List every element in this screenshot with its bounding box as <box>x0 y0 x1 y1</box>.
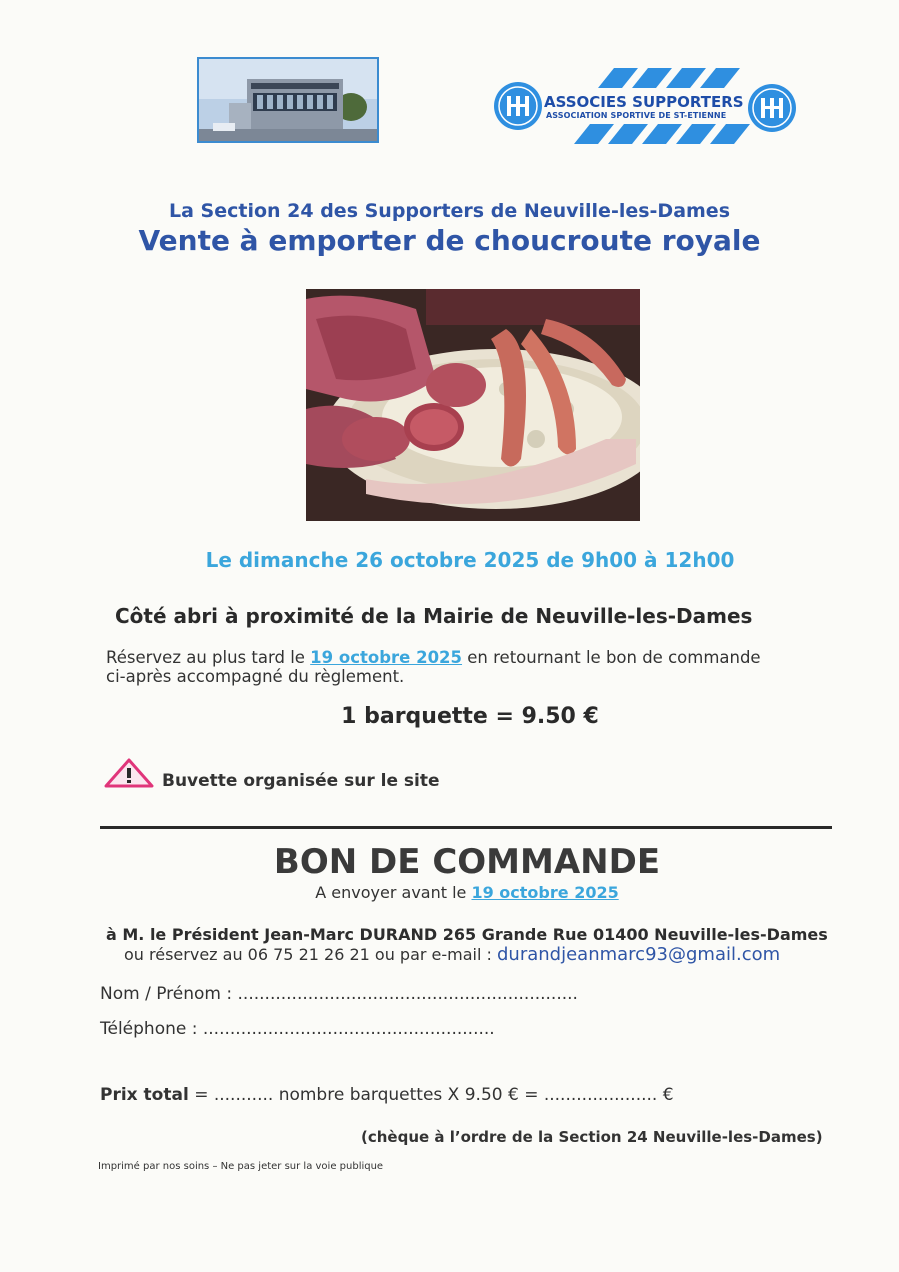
mailing-address: à M. le Président Jean-Marc DURAND 265 Grande Rue 01400 Neuville-les-Dames <box>106 925 828 944</box>
logo-subtitle: ASSOCIATION SPORTIVE DE ST-ETIENNE <box>546 111 727 120</box>
section-subtitle: La Section 24 des Supporters de Neuville-les-Dames <box>168 200 731 222</box>
name-field[interactable] <box>100 984 578 1004</box>
event-location: Côté abri à proximité de la Mairie de Neuville-les-Dames <box>115 604 753 628</box>
supporters-logo <box>492 66 798 146</box>
name-label: Nom / Prénom : <box>100 984 238 1004</box>
total-price-field[interactable] <box>100 1085 674 1105</box>
total-label: Prix total <box>100 1085 189 1105</box>
logo-title: ASSOCIES SUPPORTERS <box>544 93 744 111</box>
page-title: Vente à emporter de choucroute royale <box>138 224 761 257</box>
order-form-deadline <box>0 883 899 902</box>
reserve-prefix: Réservez au plus tard le <box>106 648 311 667</box>
event-date: Le dimanche 26 octobre 2025 de 9h00 à 12h00 <box>205 548 735 572</box>
total-formula: = ........... nombre barquettes X 9.50 € = ..................... € <box>188 1085 674 1105</box>
contact-email: durandjeanmarc93@gmail.com <box>497 944 781 965</box>
reserve-suffix: en retournant le bon de commande <box>462 648 761 667</box>
phone-label: Téléphone : <box>100 1019 203 1039</box>
footer-note: Imprimé par nos soins – Ne pas jeter sur la voie publique <box>98 1161 384 1172</box>
reserve-deadline: 19 octobre 2025 <box>310 648 463 667</box>
send-deadline: 19 octobre 2025 <box>471 883 619 902</box>
building-photo <box>197 57 379 143</box>
divider <box>100 826 832 829</box>
reserve-instruction-line2: ci-après accompagné du règlement. <box>106 667 405 686</box>
buvette-note: Buvette organisée sur le site <box>162 771 440 791</box>
order-form-title: BON DE COMMANDE <box>273 842 661 882</box>
contact-phone-text: ou réservez au 06 75 21 26 21 ou par e-mail : <box>124 945 497 964</box>
phone-dots: ...................................................... <box>202 1019 495 1039</box>
contact-line <box>124 944 780 965</box>
send-prefix: A envoyer avant le <box>315 883 472 902</box>
reserve-instruction <box>106 648 761 667</box>
price-per-tray: 1 barquette = 9.50 € <box>341 704 599 729</box>
name-dots: ............................................................... <box>237 984 578 1004</box>
warning-icon <box>104 758 154 788</box>
cheque-note: (chèque à l’ordre de la Section 24 Neuville-les-Dames) <box>361 1128 823 1146</box>
choucroute-photo <box>306 289 640 521</box>
phone-field[interactable] <box>100 1019 495 1039</box>
